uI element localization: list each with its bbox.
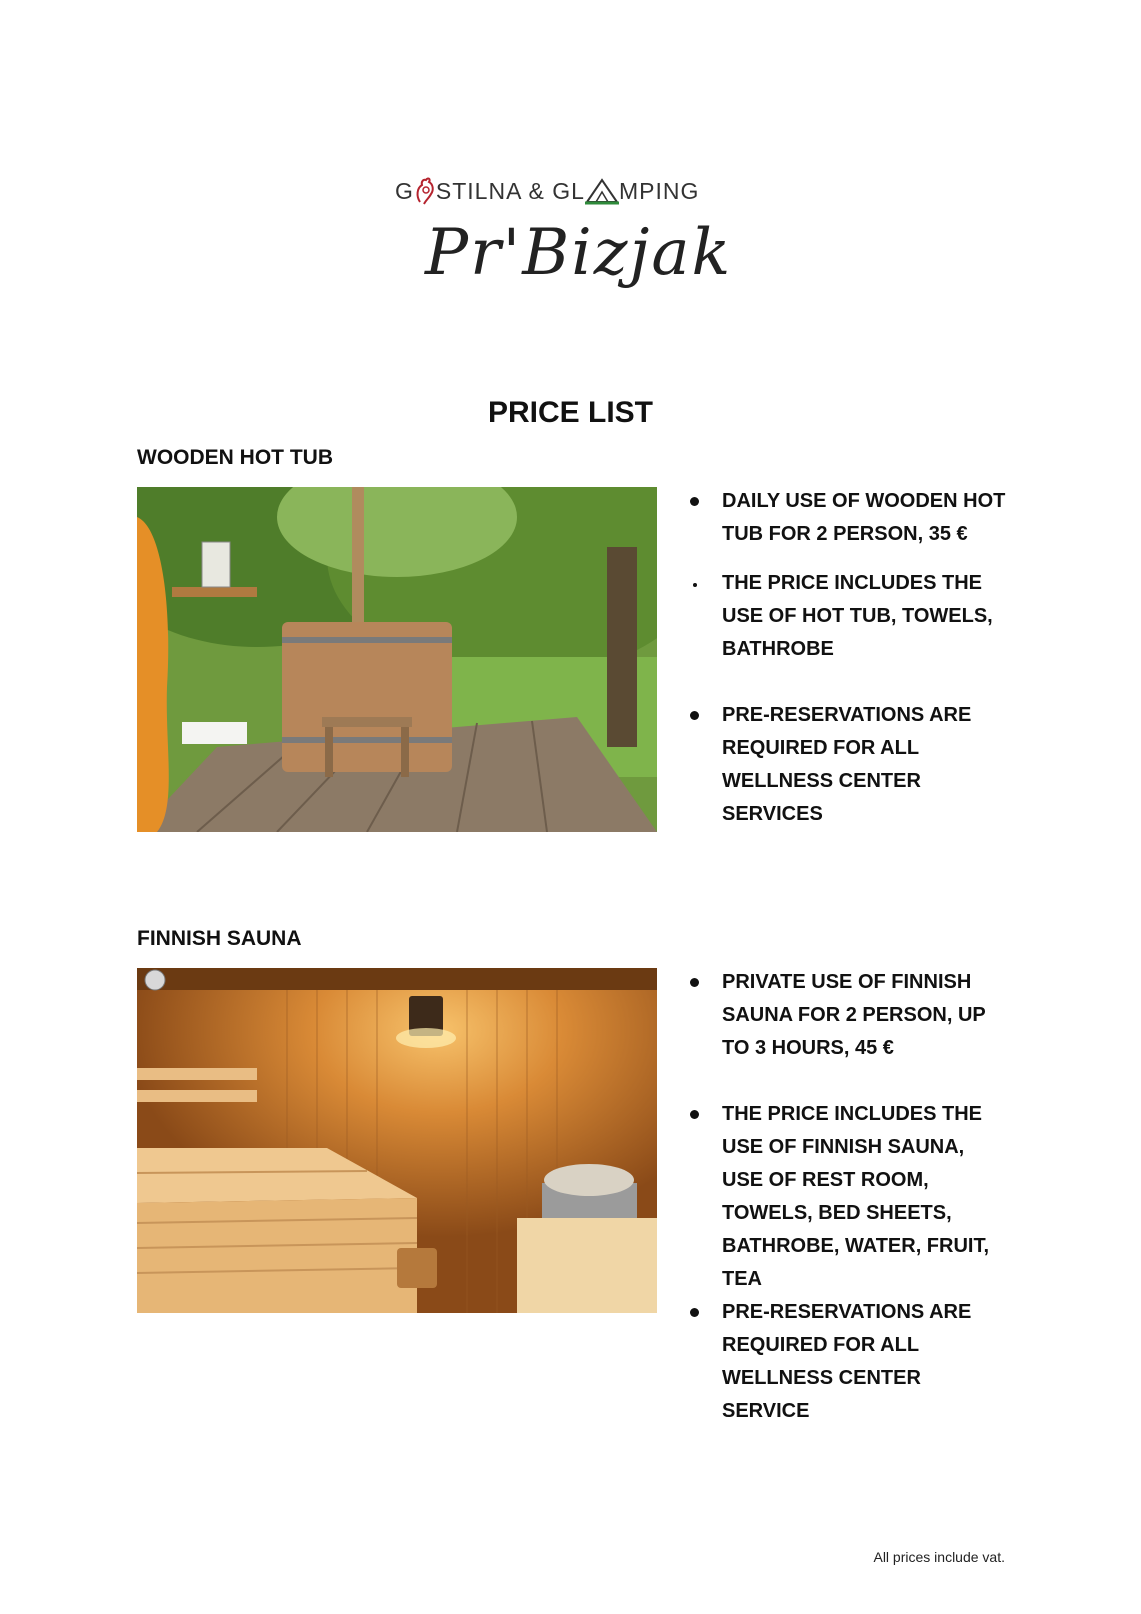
section-title-sauna: FINNISH SAUNA (137, 927, 302, 950)
bullet-icon (690, 1308, 699, 1317)
bullet-icon (690, 978, 699, 987)
rooster-icon (414, 176, 436, 206)
logo-middle-text: STILNA & GL (435, 177, 585, 204)
page-title: PRICE LIST (487, 396, 653, 429)
logo-letter-g: G (395, 177, 414, 204)
logo-wordmark (395, 176, 699, 206)
hot-tub-bullet-list (690, 485, 1010, 831)
bullet-icon (690, 711, 699, 720)
bullet-icon (690, 1110, 699, 1119)
list-item: PRIVATE USE OF FINNISH SAUNA FOR 2 PERSON, UP TO 3 HOURS, 45 € (690, 966, 1010, 1065)
footer-note: All prices include vat. (873, 1549, 1005, 1565)
bullet-icon (693, 583, 697, 587)
list-item: THE PRICE INCLUDES THE USE OF HOT TUB, TOWELS, BATHROBE (690, 567, 1010, 666)
tent-icon (585, 177, 619, 205)
bullet-icon (690, 497, 699, 506)
logo-end-text: MPING (618, 177, 700, 204)
list-item: DAILY USE OF WOODEN HOT TUB FOR 2 PERSON, 35 € (690, 485, 1010, 551)
sauna-bullet-list (690, 966, 1010, 1428)
wooden-hot-tub-photo (137, 487, 657, 832)
list-item: PRE-RESERVATIONS ARE REQUIRED FOR ALL WELLNESS CENTER SERVICE (690, 1296, 1010, 1428)
section-title-hot-tub: WOODEN HOT TUB (137, 446, 333, 469)
list-item: PRE-RESERVATIONS ARE REQUIRED FOR ALL WELLNESS CENTER SERVICES (690, 699, 1010, 831)
logo-script-name: Pr'Bizjak (425, 216, 733, 290)
logo (395, 168, 745, 348)
list-item: THE PRICE INCLUDES THE USE OF FINNISH SAUNA, USE OF REST ROOM, TOWELS, BED SHEETS, BATHROBE, WATER, FRUIT, TEA (690, 1098, 1010, 1296)
finnish-sauna-photo (137, 968, 657, 1313)
